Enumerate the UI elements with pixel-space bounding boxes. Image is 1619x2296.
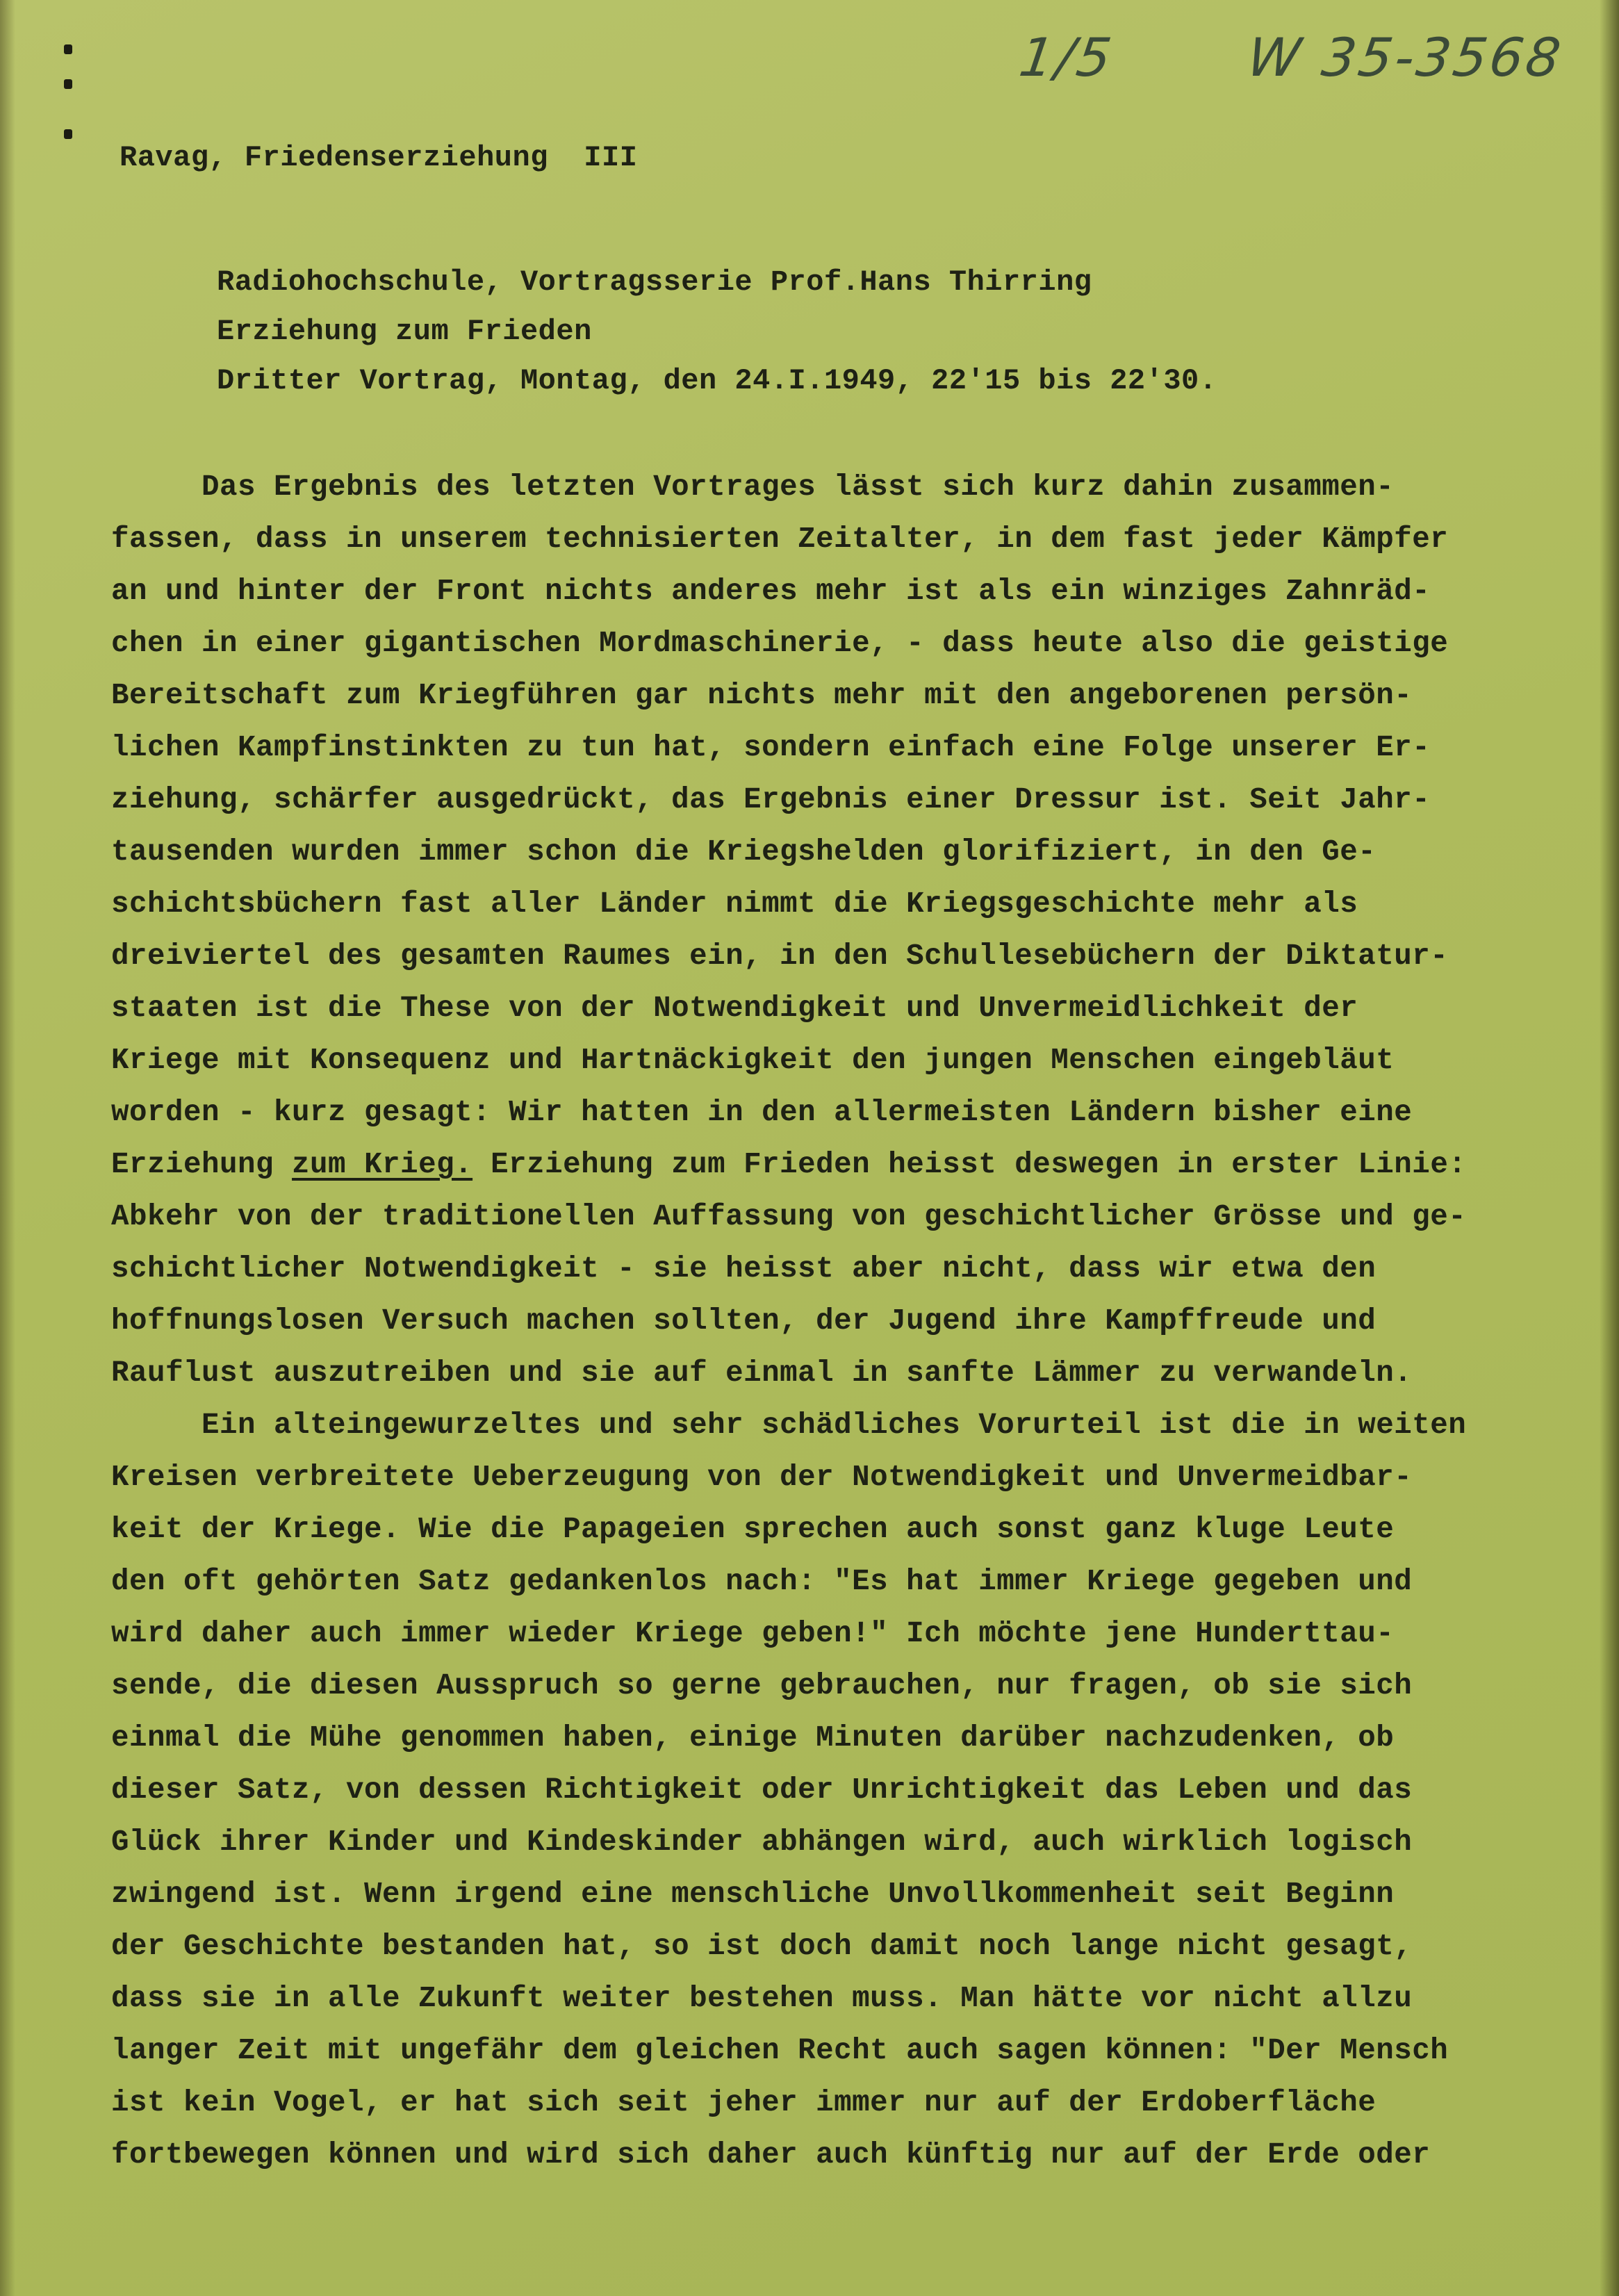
text-line: an und hinter der Front nichts anderes mehr ist als ein winziges Zahnräd- bbox=[111, 575, 1431, 608]
lecture-date-line: Dritter Vortrag, Montag, den 24.I.1949, 22'15 bis 22'30. bbox=[217, 364, 1217, 397]
text-line: staaten ist die These von der Notwendigkeit und Unvermeidlichkeit der bbox=[111, 992, 1358, 1025]
text-line: ziehung, schärfer ausgedrückt, das Ergebnis einer Dressur ist. Seit Jahr- bbox=[111, 783, 1431, 817]
text-segment: Erziehung bbox=[111, 1148, 293, 1181]
text-line: Abkehr von der traditionellen Auffassung von geschichtlicher Grösse und ge- bbox=[111, 1200, 1467, 1233]
page-shadow-right bbox=[1600, 0, 1619, 2296]
lecture-title-line: Erziehung zum Frieden bbox=[217, 315, 592, 348]
staple-mark bbox=[64, 79, 72, 89]
text-line: dieser Satz, von dessen Richtigkeit oder Unrichtigkeit das Leben und das bbox=[111, 1773, 1413, 1807]
text-line: hoffnungslosen Versuch machen sollten, der Jugend ihre Kampffreude und bbox=[111, 1304, 1376, 1338]
text-segment: Erziehung zum Frieden heisst deswegen in erster Linie: bbox=[472, 1148, 1467, 1181]
text-line: wird daher auch immer wieder Kriege geben!" Ich möchte jene Hunderttau- bbox=[111, 1617, 1395, 1650]
text-line: langer Zeit mit ungefähr dem gleichen Recht auch sagen können: "Der Mensch bbox=[111, 2034, 1449, 2067]
text-line: chen in einer gigantischen Mordmaschinerie, - dass heute also die geistige bbox=[111, 627, 1449, 660]
text-line: fassen, dass in unserem technisierten Zeitalter, in dem fast jeder Kämpfer bbox=[111, 523, 1449, 556]
text-line: Ein alteingewurzeltes und sehr schädliches Vorurteil ist die in weiten bbox=[111, 1409, 1467, 1442]
text-line: der Geschichte bestanden hat, so ist doch damit noch lange nicht gesagt, bbox=[111, 1930, 1413, 1963]
archive-number-annotation: W 35-3568 bbox=[1243, 26, 1568, 88]
underlined-phrase: zum Krieg. bbox=[292, 1148, 473, 1181]
text-line: Bereitschaft zum Kriegführen gar nichts mehr mit den angeborenen persön- bbox=[111, 679, 1413, 712]
text-line: einmal die Mühe genommen haben, einige Minuten darüber nachzudenken, ob bbox=[111, 1721, 1395, 1755]
text-line: lichen Kampfinstinkten zu tun hat, sondern einfach eine Folge unserer Er- bbox=[111, 731, 1431, 764]
text-line: den oft gehörten Satz gedankenlos nach: "Es hat immer Kriege gegeben und bbox=[111, 1565, 1413, 1598]
text-line: schichtlicher Notwendigkeit - sie heisst aber nicht, dass wir etwa den bbox=[111, 1252, 1376, 1286]
text-line: dreiviertel des gesamten Raumes ein, in den Schullesebüchern der Diktatur- bbox=[111, 940, 1449, 973]
text-line: Kreisen verbreitete Ueberzeugung von der Notwendigkeit und Unvermeidbar- bbox=[111, 1461, 1413, 1494]
text-line: sende, die diesen Ausspruch so gerne gebrauchen, nur fragen, ob sie sich bbox=[111, 1669, 1413, 1703]
lecture-series-line: Radiohochschule, Vortragsserie Prof.Hans Thirring bbox=[217, 265, 1092, 299]
text-line: Glück ihrer Kinder und Kindeskinder abhängen wird, auch wirklich logisch bbox=[111, 1826, 1413, 1859]
text-line: Kriege mit Konsequenz und Hartnäckigkeit den jungen Menschen eingebläut bbox=[111, 1044, 1395, 1077]
series-title: Ravag, Friedenserziehung III bbox=[120, 141, 638, 174]
text-line: ist kein Vogel, er hat sich seit jeher immer nur auf der Erdoberfläche bbox=[111, 2086, 1376, 2119]
text-line: Rauflust auszutreiben und sie auf einmal in sanfte Lämmer zu verwandeln. bbox=[111, 1356, 1413, 1390]
folio-annotation: 1/5 bbox=[1015, 26, 1118, 88]
text-line: Das Ergebnis des letzten Vortrages lässt sich kurz dahin zusammen- bbox=[111, 470, 1395, 504]
text-line: worden - kurz gesagt: Wir hatten in den allermeisten Ländern bisher eine bbox=[111, 1096, 1413, 1129]
text-line: dass sie in alle Zukunft weiter bestehen muss. Man hätte vor nicht allzu bbox=[111, 1982, 1413, 2015]
staple-mark bbox=[64, 129, 72, 139]
page-shadow-left bbox=[0, 0, 15, 2296]
text-line: tausenden wurden immer schon die Kriegshelden glorifiziert, in den Ge- bbox=[111, 835, 1376, 869]
text-line: keit der Kriege. Wie die Papageien sprechen auch sonst ganz kluge Leute bbox=[111, 1513, 1395, 1546]
staple-mark bbox=[64, 44, 72, 54]
text-line: fortbewegen können und wird sich daher auch künftig nur auf der Erde oder bbox=[111, 2138, 1431, 2172]
text-line: schichtsbüchern fast aller Länder nimmt die Kriegsgeschichte mehr als bbox=[111, 887, 1358, 921]
text-line: zwingend ist. Wenn irgend eine menschliche Unvollkommenheit seit Beginn bbox=[111, 1878, 1395, 1911]
text-line bbox=[111, 1148, 1466, 1181]
